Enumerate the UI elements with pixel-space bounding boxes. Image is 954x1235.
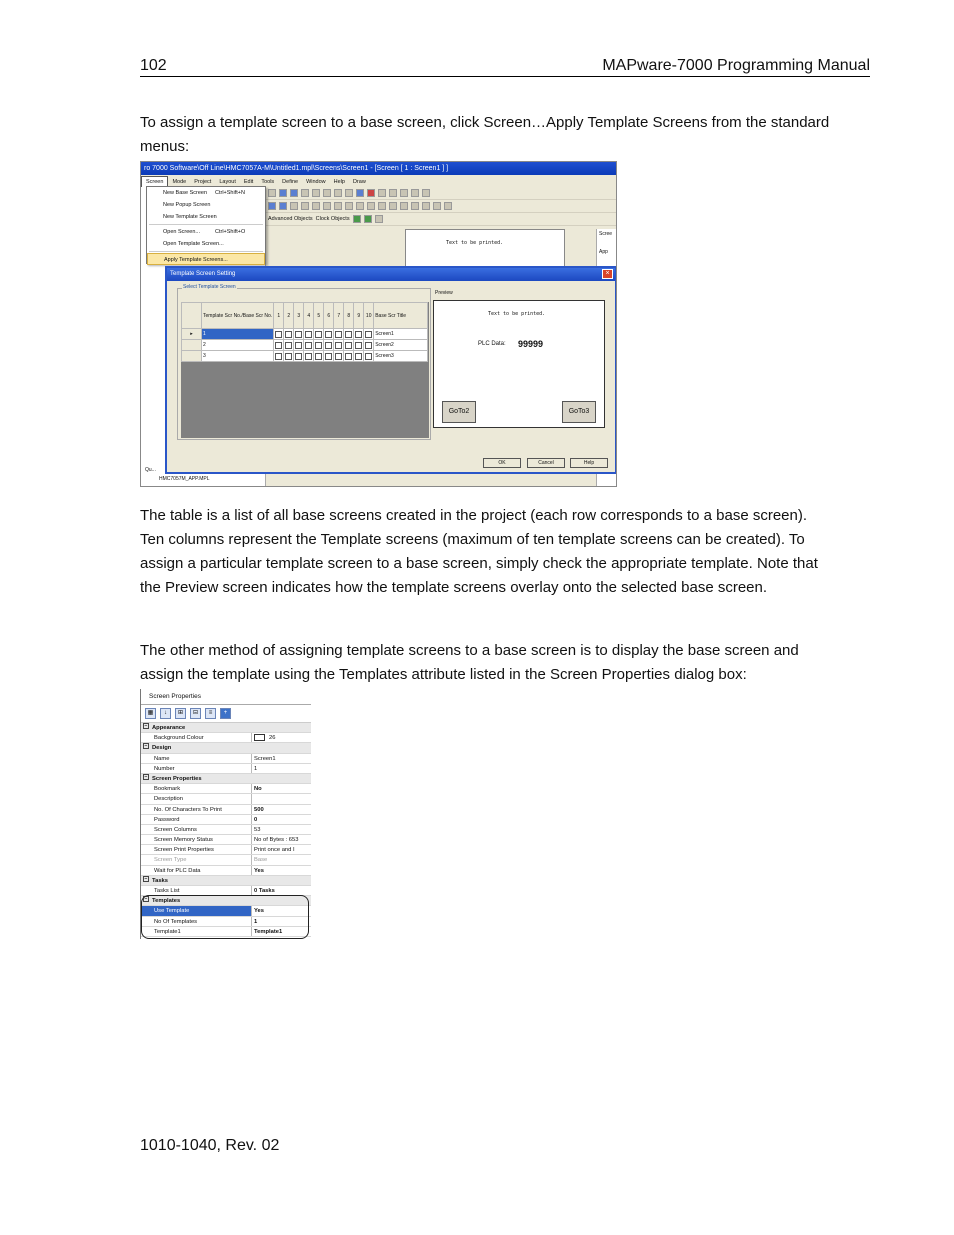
menubar (141, 176, 616, 186)
category-tasks[interactable] (141, 876, 311, 886)
category-design[interactable] (141, 743, 311, 753)
property-value-cell[interactable] (252, 866, 311, 875)
expand-icon[interactable]: ⊞ (175, 708, 186, 719)
property-name: Number (141, 764, 252, 773)
template-checkbox[interactable] (285, 353, 292, 360)
cancel-button[interactable]: Cancel (527, 458, 565, 468)
property-name: Description (141, 794, 252, 803)
menu-window[interactable]: Window (306, 179, 326, 185)
property-name: Use Template (141, 906, 252, 915)
grid-header-col: 1 (274, 303, 284, 329)
colour-swatch (254, 734, 265, 741)
menu-mode[interactable]: Mode (172, 179, 187, 185)
property-row[interactable] (141, 805, 311, 815)
template-checkbox[interactable] (365, 353, 372, 360)
template-checkbox[interactable] (315, 353, 322, 360)
template-checkbox[interactable] (275, 331, 282, 338)
properties-title: Screen Properties (141, 689, 311, 705)
menu-item-new-template-screen[interactable] (147, 211, 265, 223)
template-checkbox[interactable] (285, 331, 292, 338)
grid-header-col: 6 (324, 303, 334, 329)
grid-header-col: 8 (344, 303, 354, 329)
property-row[interactable] (141, 855, 311, 865)
menu-item-new-popup-screen[interactable] (147, 199, 265, 211)
dialog-title (167, 268, 615, 281)
property-value-cell[interactable] (252, 845, 311, 854)
property-row[interactable] (141, 927, 311, 937)
property-row[interactable] (141, 917, 311, 927)
menu-item-shortcut: Ctrl+Shift+N (215, 190, 245, 196)
property-value-cell[interactable] (252, 794, 311, 803)
property-value-cell[interactable] (252, 906, 311, 915)
property-value: 0 (254, 816, 258, 823)
template-checkbox[interactable] (275, 353, 282, 360)
property-row[interactable] (141, 886, 311, 896)
template-checkbox[interactable] (355, 353, 362, 360)
row-title: Screen1 (374, 329, 428, 340)
template-checkbox[interactable] (325, 353, 332, 360)
row-header: ▸ (182, 329, 202, 340)
menu-screen[interactable]: Screen (141, 176, 168, 188)
category-templates[interactable] (141, 896, 311, 906)
grid-header-col: 10 (364, 303, 374, 329)
property-row[interactable] (141, 866, 311, 876)
menu-edit[interactable]: Edit (243, 179, 254, 185)
property-value: Print once and I (254, 847, 295, 854)
tree-item-app-file[interactable]: HMC7057M_APP.MPL (159, 476, 210, 482)
property-name: Screen Columns (141, 825, 252, 834)
category-label: Screen Properties (152, 775, 202, 782)
property-value-cell[interactable] (252, 805, 311, 814)
property-value: 1 (254, 918, 258, 925)
template-checkbox[interactable] (345, 331, 352, 338)
template-checkbox[interactable] (365, 331, 372, 338)
toolbar (265, 187, 617, 229)
sort-icon[interactable]: ↓ (160, 708, 171, 719)
preview-panel (433, 300, 605, 428)
category-label: Templates (152, 898, 181, 905)
property-value-cell[interactable] (252, 835, 311, 844)
template-checkbox[interactable] (355, 331, 362, 338)
menu-help[interactable]: Help (333, 179, 345, 185)
template-checkbox[interactable] (295, 342, 302, 349)
grid-header-no: Template Scr No./Base Scr No. (202, 303, 274, 329)
property-value-cell[interactable] (252, 733, 311, 742)
grid-header-col: 7 (334, 303, 344, 329)
property-row[interactable] (141, 845, 311, 855)
property-value: 500 (254, 806, 264, 813)
property-name: Password (141, 815, 252, 824)
row-title: Screen2 (374, 340, 428, 351)
property-row[interactable] (141, 825, 311, 835)
property-value: 26 (269, 735, 276, 742)
editor-text: Text to be printed. (446, 240, 504, 246)
property-name: Template1 (141, 927, 252, 936)
property-value: Yes (254, 908, 264, 915)
window-title: ro 7000 Software\Off Line\HMC7057A-M\Untitled1.mpl\Screens\Screen1 - [Screen [ 1 : Screen1 ] ] (141, 162, 616, 175)
property-name: Screen Print Properties (141, 845, 252, 854)
menu-item-shortcut: Ctrl+Shift+O (215, 229, 246, 235)
intro-paragraph: To assign a template screen to a base screen, click Screen…Apply Template Screens from the standard menus: (140, 114, 830, 155)
collapse-toggle-icon[interactable]: − (144, 875, 148, 882)
property-name: Bookmark (141, 784, 252, 793)
screen-panel-label: Scree (599, 231, 613, 237)
grid-header-col: 2 (284, 303, 294, 329)
template-checkbox[interactable] (325, 331, 332, 338)
preview-text: Text to be printed. (488, 311, 546, 317)
category-appearance[interactable] (141, 723, 311, 733)
property-value-cell[interactable] (252, 886, 311, 895)
property-value: 53 (254, 826, 261, 833)
advanced-objects-menu[interactable]: Advanced Objects (268, 216, 313, 222)
grid-header-col: 9 (354, 303, 364, 329)
property-value-cell[interactable] (252, 927, 311, 936)
template-checkbox[interactable] (315, 331, 322, 338)
table-row[interactable] (182, 351, 428, 362)
close-icon[interactable]: × (602, 269, 613, 279)
row-number: 1 (202, 329, 274, 340)
template-grid (181, 302, 429, 438)
property-value: 0 Tasks (254, 888, 275, 894)
list-icon[interactable]: ≡ (205, 708, 216, 719)
template-checkbox[interactable] (345, 342, 352, 349)
menu-item-label: Open Screen... (163, 229, 200, 235)
property-value-cell[interactable] (252, 784, 311, 793)
property-name: No. Of Characters To Print (141, 805, 252, 814)
plc-label: PLC Data: (478, 341, 506, 347)
menu-item-label: Open Template Screen... (163, 241, 224, 247)
property-name: Wait for PLC Data (141, 866, 252, 875)
properties-toolbar (141, 705, 311, 723)
property-value: No of Bytes : 653 (254, 837, 299, 844)
menu-item-apply-template-screens[interactable] (147, 253, 265, 265)
property-value-cell[interactable] (252, 764, 311, 773)
property-value: Base (254, 857, 268, 864)
menu-item-open-template-screen[interactable] (147, 238, 265, 250)
menu-define[interactable]: Define (282, 179, 299, 185)
property-row[interactable] (141, 784, 311, 794)
property-value: 1 (254, 765, 258, 772)
category-label: Design (152, 745, 172, 752)
collapse-icon[interactable]: ⊟ (190, 708, 201, 719)
row-number: 3 (202, 351, 274, 362)
tree-item-qu[interactable]: Qu... (145, 467, 156, 473)
property-value-cell[interactable] (252, 825, 311, 834)
screen-menu-dropdown (146, 186, 266, 264)
menu-draw[interactable]: Draw (352, 179, 366, 185)
menu-project[interactable]: Project (194, 179, 212, 185)
collapse-toggle-icon[interactable]: − (144, 896, 148, 903)
template-checkbox[interactable] (355, 342, 362, 349)
preview-label: Preview (435, 290, 453, 296)
property-row[interactable] (141, 754, 311, 764)
menu-item-label: New Popup Screen (163, 202, 211, 208)
collapse-toggle-icon[interactable]: − (144, 723, 148, 729)
table-description-paragraph: The table is a list of all base screens created in the project (each row corresponds to a base screen). Ten columns represent the Template screens (maximum of ten template screens can be created). To assign a particular template screen to a base screen, simply check the appropriate template. Note that the Preview screen indicates how the template screens overlay onto the selected base screen. (140, 507, 818, 596)
grid-header-col: 5 (314, 303, 324, 329)
table-row[interactable] (182, 340, 428, 351)
template-checkbox[interactable] (295, 331, 302, 338)
footer-docnum: 1010-1040, Rev. 02 (140, 1137, 280, 1154)
properties-grid (141, 723, 311, 937)
template-checkbox[interactable] (305, 353, 312, 360)
group-label: Select Template Screen (183, 284, 236, 290)
property-row[interactable] (141, 835, 311, 845)
property-name: Screen Memory Status (141, 835, 252, 844)
help-button[interactable]: Help (570, 458, 608, 468)
manual-title: MAPware-7000 Programming Manual (602, 57, 870, 74)
property-value-cell[interactable] (252, 855, 311, 864)
property-value-cell[interactable] (252, 917, 311, 926)
clock-objects-menu[interactable]: Clock Objects (315, 216, 350, 222)
template-checkbox[interactable] (285, 342, 292, 349)
table-row[interactable] (182, 329, 428, 340)
other-method-paragraph: The other method of assigning template screens to a base screen is to display the base screen and assign the template using the Templates attribute listed in the Screen Properties dialog box: (140, 642, 799, 683)
screen-properties-screenshot (140, 689, 311, 939)
dialog-title-text: Template Screen Setting (170, 271, 236, 277)
property-name: No Of Templates (141, 917, 252, 926)
property-row[interactable] (141, 906, 311, 916)
menu-item-new-base-screen[interactable] (147, 187, 265, 199)
row-title: Screen3 (374, 351, 428, 362)
ok-button[interactable]: OK (483, 458, 521, 468)
property-row[interactable] (141, 733, 311, 743)
template-checkbox[interactable] (315, 342, 322, 349)
collapse-toggle-icon[interactable]: − (144, 743, 148, 750)
property-row[interactable] (141, 815, 311, 825)
template-checkbox[interactable] (305, 342, 312, 349)
grid-header-col: 4 (304, 303, 314, 329)
row-number: 2 (202, 340, 274, 351)
property-value: Screen1 (254, 755, 276, 762)
category-screen-properties[interactable] (141, 774, 311, 784)
menu-item-open-screen[interactable] (147, 226, 265, 238)
property-value: No (254, 786, 262, 793)
grid-header-title: Base Scr Title (374, 303, 428, 329)
menu-item-label: New Template Screen (163, 214, 217, 220)
screen-editor (405, 229, 565, 269)
template-checkbox[interactable] (335, 331, 342, 338)
add-icon[interactable]: + (220, 708, 231, 719)
menu-item-label: New Base Screen (163, 190, 208, 196)
category-label: Tasks (152, 877, 169, 884)
collapse-toggle-icon[interactable]: − (144, 773, 148, 780)
property-row[interactable] (141, 794, 311, 804)
app-panel-label: App (599, 249, 608, 255)
template-checkbox[interactable] (305, 331, 312, 338)
page-number: 102 (140, 57, 167, 74)
page-header (140, 57, 870, 77)
goto2-button[interactable]: GoTo2 (442, 401, 476, 423)
property-name: Name (141, 754, 252, 763)
property-value-cell[interactable] (252, 815, 311, 824)
template-checkbox[interactable] (335, 342, 342, 349)
category-label: Appearance (152, 725, 186, 731)
property-value: Yes (254, 867, 264, 874)
grid-header-col: 3 (294, 303, 304, 329)
menu-tools[interactable]: Tools (261, 179, 275, 185)
select-template-group (177, 284, 431, 440)
property-name: Background Colour (141, 733, 252, 742)
template-checkbox[interactable] (325, 342, 332, 349)
menu-layout[interactable]: Layout (219, 179, 236, 185)
template-checkbox[interactable] (335, 353, 342, 360)
property-row[interactable] (141, 764, 311, 774)
goto3-button[interactable]: GoTo3 (562, 401, 596, 423)
template-screen-setting-dialog (165, 266, 617, 474)
template-screen-screenshot (140, 161, 617, 487)
categorized-icon[interactable]: ▦ (145, 708, 156, 719)
template-checkbox[interactable] (295, 353, 302, 360)
template-checkbox[interactable] (365, 342, 372, 349)
property-name: Tasks List (141, 886, 252, 895)
plc-value: 99999 (518, 339, 544, 349)
property-value-cell[interactable] (252, 754, 311, 763)
menu-item-label: Apply Template Screens... (164, 257, 228, 263)
property-value: Template1 (254, 928, 283, 935)
template-checkbox[interactable] (345, 353, 352, 360)
row-header (182, 351, 202, 362)
row-header (182, 340, 202, 351)
template-checkbox[interactable] (275, 342, 282, 349)
property-name: Screen Type (141, 855, 252, 864)
